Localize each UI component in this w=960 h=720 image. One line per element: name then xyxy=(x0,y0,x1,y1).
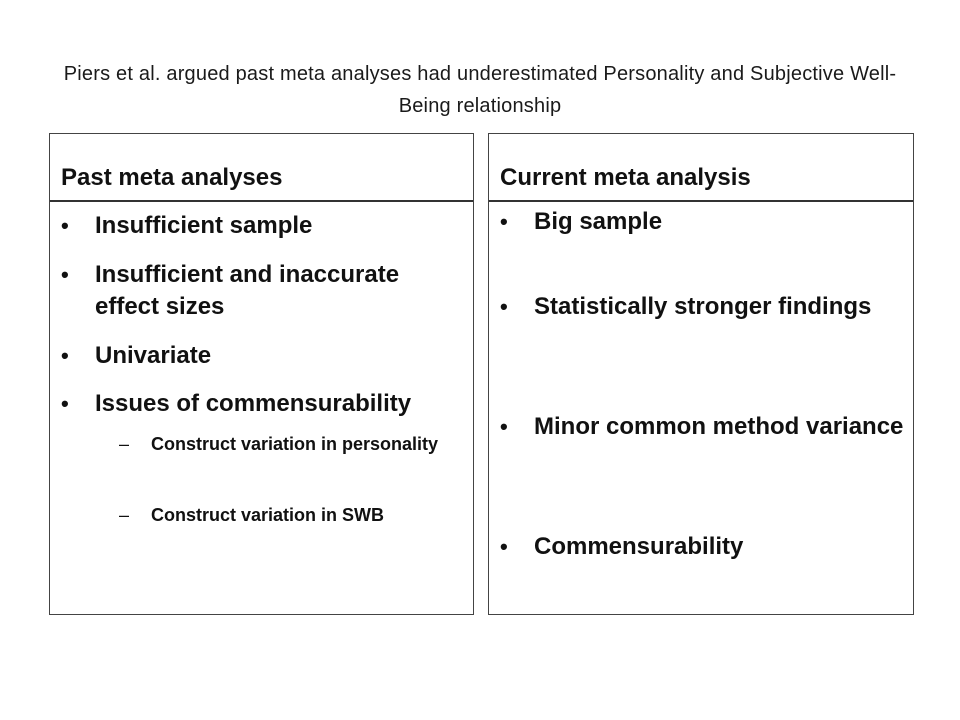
slide-title: Piers et al. argued past meta analyses had underestimated Personality and Subjective Well-Being relationship xyxy=(63,63,897,117)
bullet-item xyxy=(498,291,905,323)
sub-bullet-text: Construct variation in SWB xyxy=(151,505,385,525)
panel-header-text: Current meta analysis xyxy=(500,164,751,191)
panel-body xyxy=(50,202,473,614)
sub-bullet-text: Construct variation in personality xyxy=(151,434,439,454)
sub-bullet-item xyxy=(119,501,451,530)
bullet-text: Commensurability xyxy=(534,533,744,560)
current-meta-analysis-panel xyxy=(488,133,914,615)
bullet-icon: • xyxy=(61,262,69,287)
panel-header-text: Past meta analyses xyxy=(61,164,283,191)
sub-bullet-item xyxy=(119,430,451,459)
panel-body xyxy=(489,202,913,614)
bullet-item xyxy=(59,388,465,420)
bullet-item xyxy=(498,206,905,238)
bullet-icon: • xyxy=(61,391,69,416)
bullet-text: Insufficient sample xyxy=(95,212,313,239)
bullet-icon: • xyxy=(61,343,69,368)
bullet-text: Minor common method variance xyxy=(534,413,904,440)
bullet-item xyxy=(59,210,465,242)
bullet-text: Statistically stronger findings xyxy=(534,293,872,320)
dash-icon: – xyxy=(119,505,130,525)
dash-icon: – xyxy=(119,434,130,454)
past-meta-analyses-panel xyxy=(49,133,474,615)
bullet-text: Insufficient and inaccurate effect sizes xyxy=(95,261,400,320)
bullet-icon: • xyxy=(500,534,508,559)
panel-header xyxy=(489,134,913,202)
bullet-item xyxy=(59,340,465,372)
bullet-icon: • xyxy=(500,294,508,319)
bullet-item xyxy=(498,531,905,563)
bullet-text: Univariate xyxy=(95,342,212,369)
bullet-item xyxy=(59,259,465,323)
bullet-icon: • xyxy=(500,209,508,234)
panel-header xyxy=(50,134,473,202)
bullet-icon: • xyxy=(500,414,508,439)
bullet-icon: • xyxy=(61,213,69,238)
bullet-item xyxy=(498,411,905,443)
bullet-text: Issues of commensurability xyxy=(95,390,412,417)
bullet-text: Big sample xyxy=(534,208,663,235)
